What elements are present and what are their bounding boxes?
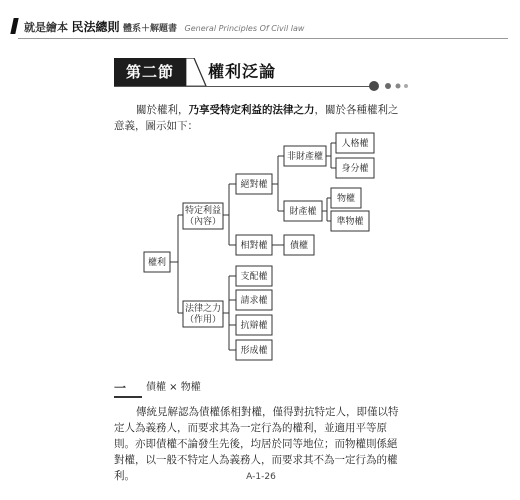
header-english: General Principles Of Civil law (184, 24, 305, 33)
section-label: 第二節 (125, 63, 174, 81)
intro-lead: 關於權利， (136, 104, 189, 116)
node-relative: 相對權 (240, 241, 268, 251)
node-benefit-line1: 特定利益 (184, 206, 222, 216)
node-non-property: 非財產權 (286, 152, 324, 162)
node-real-right: 物權 (336, 194, 356, 204)
subsection-heading (114, 380, 414, 396)
body-paragraph: 傳統見解認為債權係相對權，僅得對抗特定人，即僅以特定人為義務人，而要求其為一定行為的權利，並適用平等原則。亦即債權不論發生先後，均居於同等地位；而物權則係絕對權，以一般不特定人為義務人，而要求其不為一定行為的權利。 (114, 406, 399, 482)
node-power-formation: 形成權 (240, 346, 268, 356)
header-book-title: 民法總則 (71, 20, 120, 34)
node-root: 權利 (147, 258, 167, 268)
node-absolute: 絕對權 (240, 180, 268, 190)
node-power-defense: 抗辯權 (240, 321, 268, 331)
subsection-bar (114, 396, 142, 398)
intro-emphasis: 乃享受特定利益的法律之力 (188, 104, 315, 116)
node-quasi-real: 準物權 (336, 217, 364, 227)
node-benefit-line2: （內容） (184, 217, 222, 227)
node-legal-power-line1: 法律之力 (184, 304, 222, 314)
section-title: 權利泛論 (208, 62, 277, 81)
node-power-dominion: 支配權 (240, 272, 268, 282)
subsection-number: 一 (114, 381, 127, 395)
node-legal-power-line2: （作用） (184, 315, 222, 325)
node-status: 身分權 (341, 164, 369, 174)
node-power-claim: 請求權 (240, 296, 268, 306)
node-personality: 人格權 (341, 139, 369, 149)
header-series: 就是繪本 (24, 21, 68, 34)
node-property: 財產權 (289, 207, 317, 217)
header-subtitle: 體系＋解題書 (123, 24, 178, 34)
subsection-title: 債權 × 物權 (146, 382, 201, 393)
node-claim-right: 債權 (289, 241, 309, 251)
intro-tail: ，關於各種權利之意義，圖示如下： (114, 104, 399, 132)
page-number: A-1-26 (246, 472, 276, 482)
